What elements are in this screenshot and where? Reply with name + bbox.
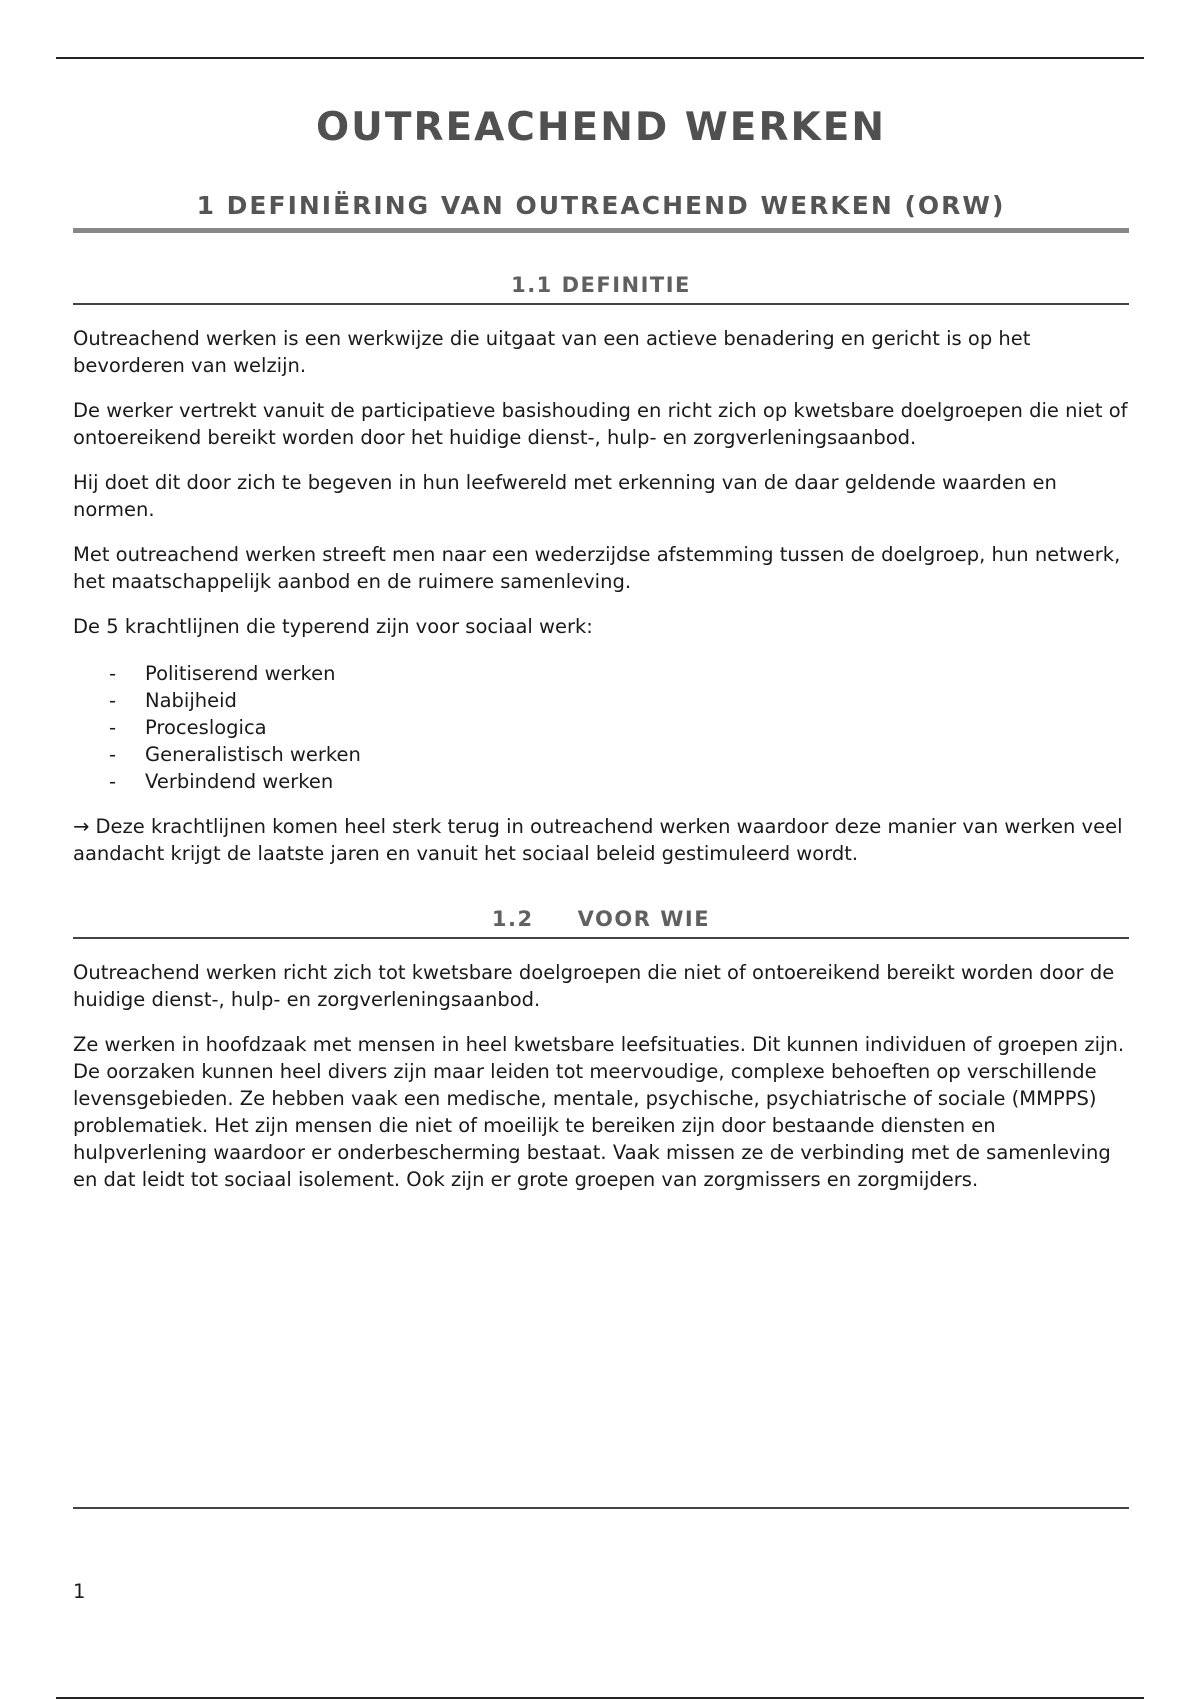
krachtlijnen-list xyxy=(73,660,1129,795)
list-item-text: Proceslogica xyxy=(145,716,267,739)
paragraph: Ze werken in hoofdzaak met mensen in heel kwetsbare leefsituaties. Dit kunnen individuen of groepen zijn. De oorzaken kunnen heel divers zijn maar leiden tot meervoudige, complexe behoeften op verschillende levensgebieden. Ze hebben vaak een medische, mentale, psychische, psychiatrische of sociale (MMPPS) problematiek. Het zijn mensen die niet of moeilijk te bereiken zijn door bestaande diensten en hulpverlening waardoor er onderbescherming bestaat. Vaak missen ze de verbinding met de samenleving en dat leidt tot sociaal isolement. Ook zijn er grote groepen van zorgmissers en zorgmijders. xyxy=(73,1033,1125,1191)
paragraph: Met outreachend werken streeft men naar een wederzijdse afstemming tussen de doelgroep, hun netwerk, het maatschappelijk aanbod en de ruimere samenleving. xyxy=(73,543,1121,593)
list-item xyxy=(73,687,1129,714)
page-number: 1 xyxy=(73,1580,86,1603)
bullet-marker: - xyxy=(109,716,117,739)
list-item-text: Verbindend werken xyxy=(145,770,334,793)
list-item-text: Nabijheid xyxy=(145,689,237,712)
list-item-text: Politiserend werken xyxy=(145,662,336,685)
list-item xyxy=(73,741,1129,768)
document-body xyxy=(73,96,1129,1193)
paragraph: Outreachend werken is een werkwijze die uitgaat van een actieve benadering en gericht is op het bevorderen van welzijn. xyxy=(73,327,1031,377)
conclusion-paragraph: → Deze krachtlijnen komen heel sterk terug in outreachend werken waardoor deze manier van werken veel aandacht krijgt de laatste jaren en vanuit het sociaal beleid gestimuleerd wordt. xyxy=(73,815,1123,865)
list-item xyxy=(73,714,1129,741)
paragraph: De werker vertrekt vanuit de participatieve basishouding en richt zich op kwetsbare doelgroepen die niet of ontoereikend bereikt worden door het huidige dienst-, hulp- en zorgverleningsaanbod. xyxy=(73,399,1128,449)
footer-rule xyxy=(73,1507,1129,1509)
list-item xyxy=(73,768,1129,795)
list-item xyxy=(73,660,1129,687)
page-bottom-rule xyxy=(56,1697,1144,1699)
list-item-text: Generalistisch werken xyxy=(145,743,361,766)
paragraph: De 5 krachtlijnen die typerend zijn voor sociaal werk: xyxy=(73,615,593,638)
page-top-rule xyxy=(56,57,1144,59)
bullet-marker: - xyxy=(109,770,117,793)
bullet-marker: - xyxy=(109,662,117,685)
bullet-marker: - xyxy=(109,743,117,766)
section-heading-voor-wie: 1.2 VOOR WIE xyxy=(73,905,1129,939)
bullet-marker: - xyxy=(109,689,117,712)
heading-1: 1 DEFINIËRING VAN OUTREACHEND WERKEN (ORW) xyxy=(73,190,1129,233)
section-heading-definitie: 1.1 DEFINITIE xyxy=(73,271,1129,305)
document-title: OUTREACHEND WERKEN xyxy=(316,105,886,150)
paragraph: Outreachend werken richt zich tot kwetsbare doelgroepen die niet of ontoereikend bereikt worden door de huidige dienst-, hulp- en zorgverleningsaanbod. xyxy=(73,961,1115,1011)
paragraph: Hij doet dit door zich te begeven in hun leefwereld met erkenning van de daar geldende waarden en normen. xyxy=(73,471,1057,521)
